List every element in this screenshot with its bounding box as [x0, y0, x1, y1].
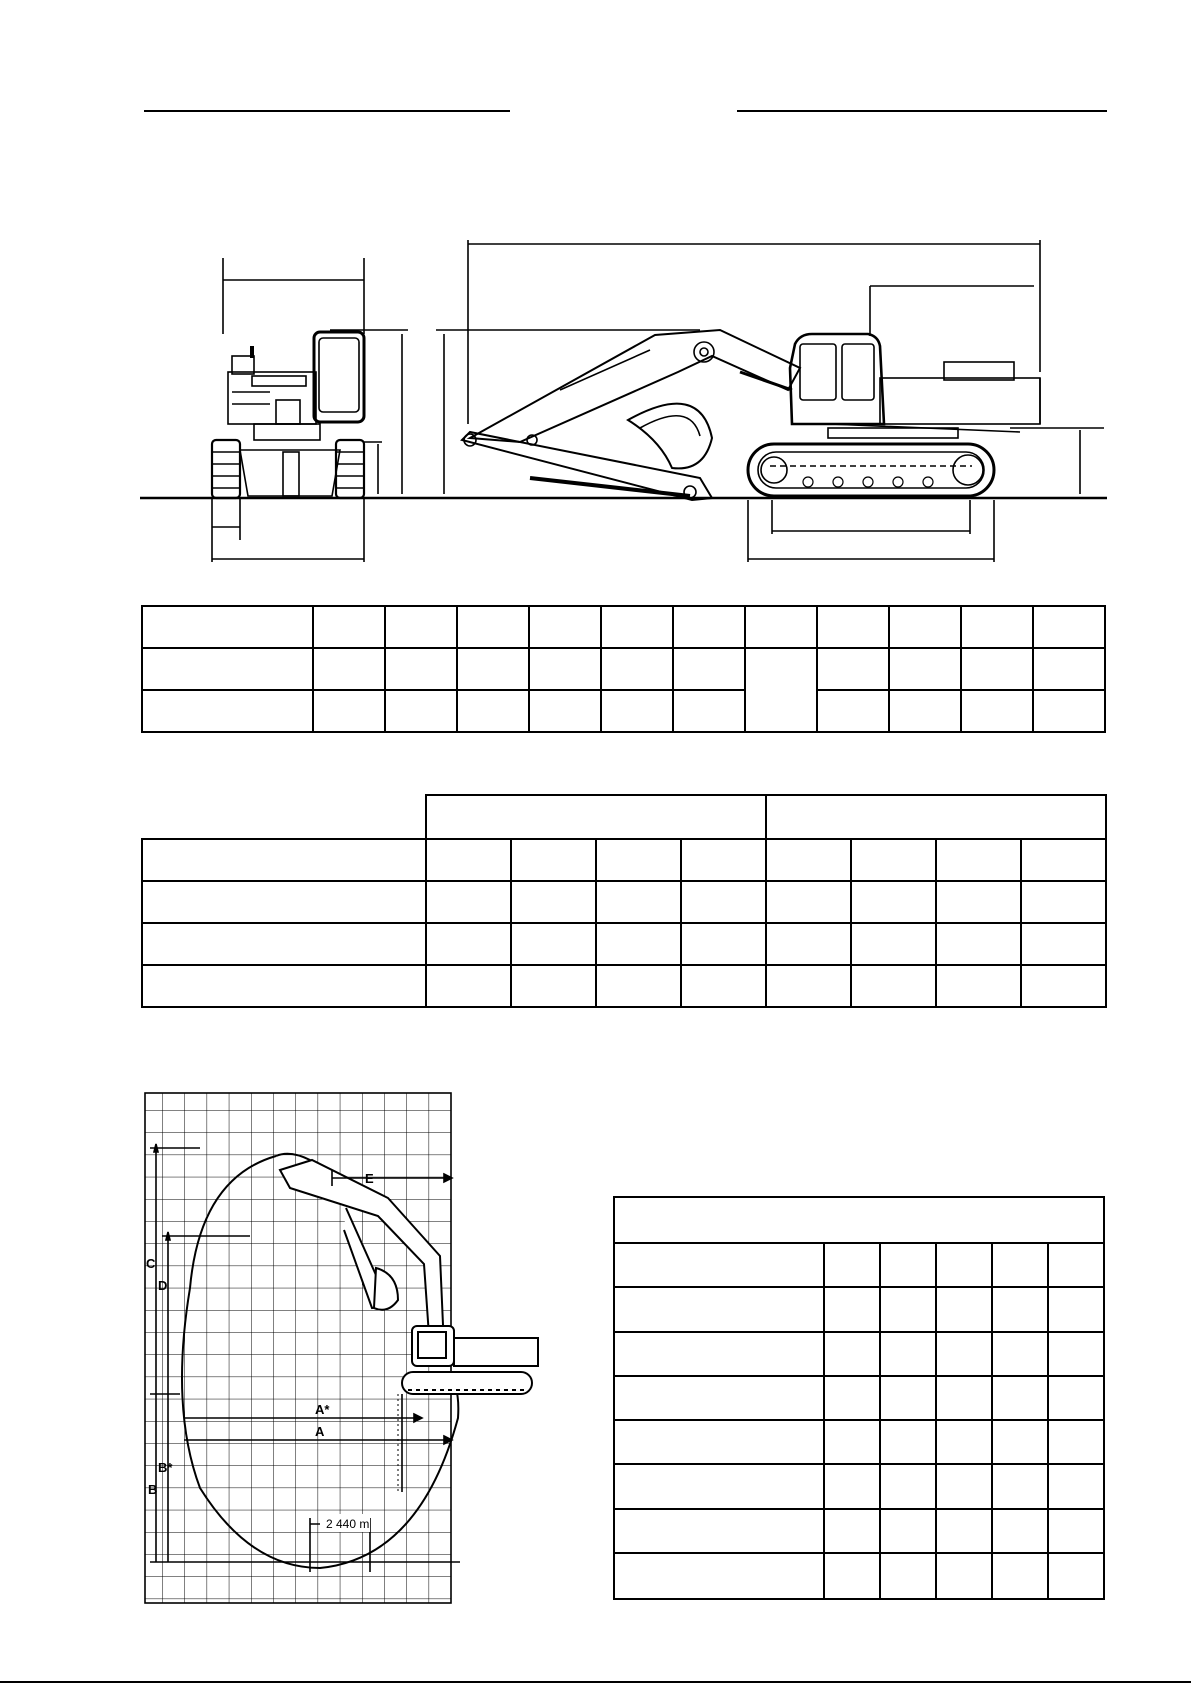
grouped-table-cell — [511, 965, 596, 1007]
working-range-cell — [992, 1553, 1048, 1599]
working-range-cell — [992, 1509, 1048, 1553]
grouped-table-cell — [1021, 839, 1106, 881]
grouped-table-cell — [936, 923, 1021, 965]
working-range-cell — [1048, 1332, 1104, 1376]
working-range-row-label — [614, 1509, 824, 1553]
working-range-cell — [992, 1376, 1048, 1420]
dimensions-cell — [601, 648, 673, 690]
range-label-b-star: B* — [158, 1460, 173, 1475]
working-range-row-label — [614, 1553, 824, 1599]
working-range-cell — [880, 1464, 936, 1508]
grouped-table-group-header — [766, 795, 1106, 839]
dimensions-cell — [457, 690, 529, 732]
range-label-e: E — [365, 1171, 374, 1186]
grouped-table-cell — [426, 839, 511, 881]
range-dimension-label: 2 440 m — [326, 1517, 370, 1531]
dimensions-cell — [529, 690, 601, 732]
grouped-table-row-label — [142, 839, 426, 881]
working-range-cell — [936, 1464, 992, 1508]
working-range-cell — [880, 1376, 936, 1420]
dimensions-header-cell — [889, 606, 961, 648]
working-range-cell — [1048, 1509, 1104, 1553]
excavator-dimension-drawing — [0, 0, 1191, 580]
dimensions-header-cell — [817, 606, 889, 648]
dimensions-cell — [889, 690, 961, 732]
working-range-cell — [992, 1420, 1048, 1464]
range-label-a-star: A* — [315, 1402, 330, 1417]
grouped-table-cell — [851, 839, 936, 881]
grouped-table-cell — [1021, 965, 1106, 1007]
dimensions-merged-cell — [745, 648, 817, 732]
grouped-table-cell — [1021, 881, 1106, 923]
working-range-row-label — [614, 1287, 824, 1331]
grouped-table-cell — [681, 965, 766, 1007]
dimensions-header-cell — [529, 606, 601, 648]
dimensions-table — [141, 605, 1106, 733]
working-range-cell — [936, 1376, 992, 1420]
working-range-row-label — [614, 1376, 824, 1420]
grouped-table-cell — [426, 923, 511, 965]
dimensions-cell — [385, 690, 457, 732]
working-range-cell — [824, 1509, 880, 1553]
grouped-table-cell — [511, 881, 596, 923]
grouped-table-cell — [766, 881, 851, 923]
dimensions-cell — [961, 690, 1033, 732]
working-range-cell — [992, 1464, 1048, 1508]
grouped-spec-table — [141, 794, 1107, 1008]
grouped-table-cell — [1021, 923, 1106, 965]
working-range-table — [613, 1196, 1105, 1600]
working-range-cell — [992, 1287, 1048, 1331]
grouped-table-cell — [851, 965, 936, 1007]
working-range-cell — [936, 1287, 992, 1331]
grouped-table-cell — [596, 881, 681, 923]
working-range-header-cell — [1048, 1243, 1104, 1287]
grouped-table-cell — [851, 881, 936, 923]
working-range-cell — [824, 1420, 880, 1464]
grouped-table-cell — [936, 839, 1021, 881]
grouped-table-row-label — [142, 881, 426, 923]
dimensions-cell — [385, 648, 457, 690]
dimensions-header-cell — [457, 606, 529, 648]
dimensions-cell — [457, 648, 529, 690]
working-range-header-label — [614, 1243, 824, 1287]
dimensions-row-label — [142, 648, 313, 690]
grouped-table-row-label — [142, 923, 426, 965]
grouped-table-cell — [596, 839, 681, 881]
grouped-table-cell — [596, 923, 681, 965]
dimensions-cell — [529, 648, 601, 690]
working-range-cell — [1048, 1464, 1104, 1508]
grouped-table-cell — [426, 965, 511, 1007]
working-range-cell — [936, 1509, 992, 1553]
page-bottom-rule — [0, 1681, 1191, 1683]
working-range-cell — [936, 1420, 992, 1464]
dimensions-cell — [313, 690, 385, 732]
working-range-title-cell — [614, 1197, 1104, 1243]
grouped-table-cell — [596, 965, 681, 1007]
dimensions-header-cell — [673, 606, 745, 648]
dimensions-cell — [313, 648, 385, 690]
working-range-cell — [824, 1376, 880, 1420]
working-range-cell — [880, 1553, 936, 1599]
grouped-table-cell — [426, 881, 511, 923]
working-range-cell — [824, 1464, 880, 1508]
grouped-table-corner — [142, 795, 426, 839]
grouped-table-cell — [511, 923, 596, 965]
grouped-table-cell — [936, 965, 1021, 1007]
dimensions-cell — [1033, 648, 1105, 690]
grouped-table-cell — [766, 839, 851, 881]
working-range-header-cell — [936, 1243, 992, 1287]
dimensions-header-cell — [745, 606, 817, 648]
working-range-cell — [824, 1287, 880, 1331]
dimensions-cell — [673, 690, 745, 732]
working-range-cell — [824, 1553, 880, 1599]
dimensions-header-cell — [961, 606, 1033, 648]
dimensions-cell — [673, 648, 745, 690]
working-range-header-cell — [992, 1243, 1048, 1287]
range-label-a: A — [315, 1424, 325, 1439]
grouped-table-cell — [766, 923, 851, 965]
working-range-cell — [880, 1287, 936, 1331]
working-range-cell — [880, 1332, 936, 1376]
working-range-cell — [1048, 1287, 1104, 1331]
dimensions-cell — [889, 648, 961, 690]
dimensions-cell — [817, 648, 889, 690]
working-range-header-cell — [880, 1243, 936, 1287]
dimensions-cell — [817, 690, 889, 732]
dimensions-header-cell — [601, 606, 673, 648]
working-range-cell — [1048, 1553, 1104, 1599]
grouped-table-cell — [681, 881, 766, 923]
dimensions-cell — [601, 690, 673, 732]
working-range-cell — [1048, 1376, 1104, 1420]
dimensions-cell — [961, 648, 1033, 690]
working-range-row-label — [614, 1420, 824, 1464]
dimensions-row-label — [142, 690, 313, 732]
working-range-cell — [936, 1332, 992, 1376]
working-range-cell — [824, 1332, 880, 1376]
working-range-header-cell — [824, 1243, 880, 1287]
grouped-table-row-label — [142, 965, 426, 1007]
working-range-row-label — [614, 1464, 824, 1508]
grouped-table-cell — [766, 965, 851, 1007]
grouped-table-cell — [681, 923, 766, 965]
range-label-c: C — [146, 1256, 156, 1271]
dimensions-cell — [1033, 690, 1105, 732]
working-range-cell — [880, 1420, 936, 1464]
range-label-d: D — [158, 1278, 168, 1293]
dimensions-header-cell — [385, 606, 457, 648]
grouped-table-cell — [936, 881, 1021, 923]
dimensions-header-label — [142, 606, 313, 648]
working-range-cell — [880, 1509, 936, 1553]
grouped-table-cell — [681, 839, 766, 881]
working-range-cell — [992, 1332, 1048, 1376]
grouped-table-group-header — [426, 795, 766, 839]
grouped-table-cell — [511, 839, 596, 881]
working-range-cell — [1048, 1420, 1104, 1464]
working-range-cell — [936, 1553, 992, 1599]
range-label-b: B — [148, 1482, 158, 1497]
dimensions-header-cell — [1033, 606, 1105, 648]
working-range-row-label — [614, 1332, 824, 1376]
dimensions-header-cell — [313, 606, 385, 648]
grouped-table-cell — [851, 923, 936, 965]
